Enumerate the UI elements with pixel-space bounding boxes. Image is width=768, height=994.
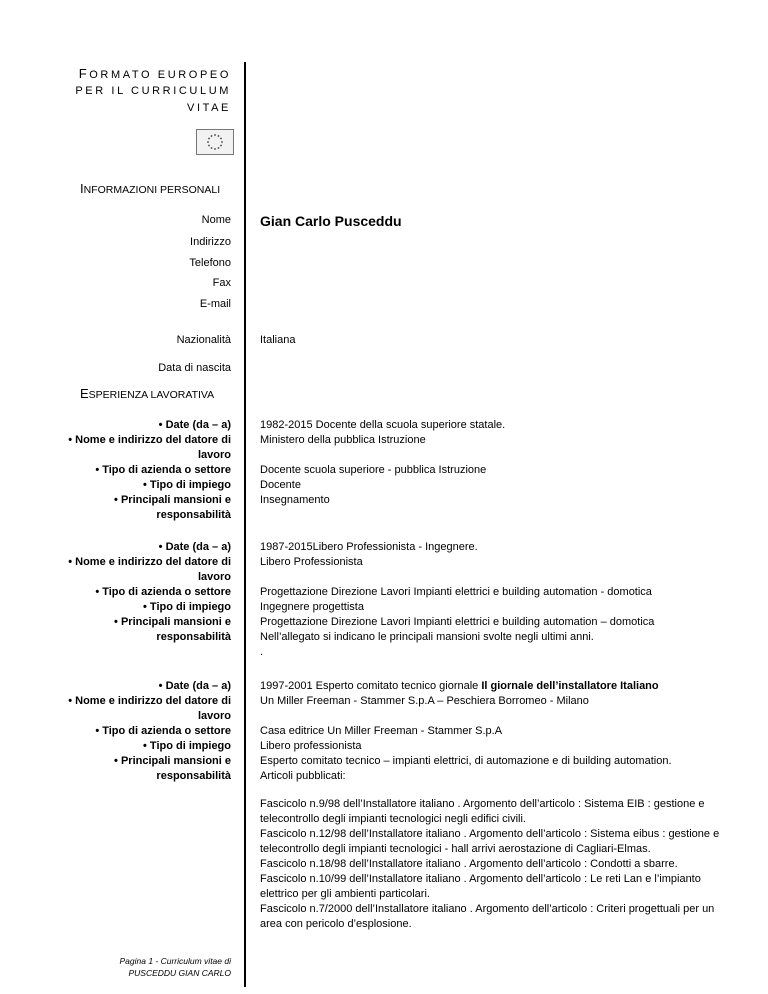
label-job: • Tipo di impiego xyxy=(143,479,231,491)
label-data-nascita: Data di nascita xyxy=(158,362,231,374)
eu-flag-icon xyxy=(196,129,234,155)
entry-sector: Casa editrice Un Miller Freeman - Stammer S.p.A xyxy=(260,725,503,737)
entry-duties-line-2: Nell’allegato si indicano le principali mansioni svolte negli ultimi anni. xyxy=(260,631,594,643)
label-duties-cont: responsabilità xyxy=(156,631,231,643)
label-date: • Date (da – a) xyxy=(158,541,231,553)
articles-list xyxy=(260,797,720,932)
footer-page-info: Pagina 1 - Curriculum vitae di xyxy=(119,956,231,966)
entry-date: 1987-2015Libero Professionista - Ingegnere. xyxy=(260,541,478,553)
article-item: Fascicolo n.7/2000 dell’Installatore italiano . Argomento dell’articolo : Criteri progettuali per un area con pericolo d’esplosione. xyxy=(260,903,715,930)
title-line-2: PER IL CURRICULUM xyxy=(75,85,231,97)
label-employer: • Nome e indirizzo del datore di xyxy=(68,695,231,707)
label-telefono: Telefono xyxy=(189,257,231,269)
label-sector: • Tipo di azienda o settore xyxy=(95,586,231,598)
entry-employer: Un Miller Freeman - Stammer S.p.A – Peschiera Borromeo - Milano xyxy=(260,695,589,707)
entry-date: 1997-2001 Esperto comitato tecnico giornale Il giornale dell’installatore Italiano xyxy=(260,680,659,692)
article-item: Fascicolo n.18/98 dell’Installatore italiano . Argomento dell’articolo : Condotti a sbarre. xyxy=(260,858,678,870)
label-duties-cont: responsabilità xyxy=(156,509,231,521)
label-sector: • Tipo di azienda o settore xyxy=(95,464,231,476)
title-line-1: FORMATO EUROPEO xyxy=(78,66,231,81)
label-indirizzo: Indirizzo xyxy=(190,236,231,248)
label-fax: Fax xyxy=(212,277,231,289)
entry-duties-line-1: Progettazione Direzione Lavori Impianti elettrici e building automation – domotica xyxy=(260,616,655,628)
label-duties: • Principali mansioni e xyxy=(114,755,231,767)
entry-duties-line-3: . xyxy=(260,646,264,658)
person-name: Gian Carlo Pusceddu xyxy=(260,213,402,229)
label-date: • Date (da – a) xyxy=(158,680,231,692)
entry-date: 1982-2015 Docente della scuola superiore statale. xyxy=(260,419,506,431)
label-nazionalita: Nazionalità xyxy=(176,334,231,346)
entry-sector: Progettazione Direzione Lavori Impianti elettrici e building automation - domotica xyxy=(260,586,652,598)
label-employer-cont: lavoro xyxy=(197,710,231,722)
entry-employer: Ministero della pubblica Istruzione xyxy=(260,434,426,446)
entry-duties-line-2: Articoli pubblicati: xyxy=(260,770,346,782)
value-nazionalita: Italiana xyxy=(260,334,296,346)
label-email: E-mail xyxy=(199,298,231,310)
label-employer: • Nome e indirizzo del datore di xyxy=(68,556,231,568)
entry-job: Docente xyxy=(260,479,301,491)
section-heading-personal: INFORMAZIONI PERSONALI xyxy=(80,181,221,196)
label-duties: • Principali mansioni e xyxy=(114,616,231,628)
label-date: • Date (da – a) xyxy=(158,419,231,431)
title-line-3: VITAE xyxy=(187,102,231,114)
label-nome: Nome xyxy=(201,214,231,226)
entry-duties-line-1: Esperto comitato tecnico – impianti elettrici, di automazione e di building automation. xyxy=(260,755,672,767)
article-item: Fascicolo n.10/99 dell’Installatore italiano . Argomento dell’articolo : Le reti Lan e l’impianto elettrico per gli ambienti particolari. xyxy=(260,873,701,900)
section-heading-experience: ESPERIENZA LAVORATIVA xyxy=(80,386,215,401)
label-employer-cont: lavoro xyxy=(197,449,231,461)
vertical-divider xyxy=(244,62,246,987)
label-employer: • Nome e indirizzo del datore di xyxy=(68,434,231,446)
label-job: • Tipo di impiego xyxy=(143,601,231,613)
label-duties: • Principali mansioni e xyxy=(114,494,231,506)
label-job: • Tipo di impiego xyxy=(143,740,231,752)
label-employer-cont: lavoro xyxy=(197,571,231,583)
article-item: Fascicolo n.12/98 dell’Installatore italiano . Argomento dell’articolo : Sistema eibus : gestione e telecontrollo degli impianti tecnologici - hall arrivi aerostazione di Cagliari-Elmas. xyxy=(260,828,720,855)
footer-owner: PUSCEDDU GIAN CARLO xyxy=(128,968,231,978)
entry-job: Ingegnere progettista xyxy=(260,601,364,613)
entry-job: Libero professionista xyxy=(260,740,362,752)
label-duties-cont: responsabilità xyxy=(156,770,231,782)
label-sector: • Tipo di azienda o settore xyxy=(95,725,231,737)
entry-sector: Docente scuola superiore - pubblica Istruzione xyxy=(260,464,487,476)
entry-employer: Libero Professionista xyxy=(260,556,363,568)
article-item: Fascicolo n.9/98 dell’Installatore italiano . Argomento dell’articolo : Sistema EIB : gestione e telecontrollo degli impianti tecnologici negli edifici civili. xyxy=(260,798,705,825)
entry-duties: Insegnamento xyxy=(260,494,330,506)
